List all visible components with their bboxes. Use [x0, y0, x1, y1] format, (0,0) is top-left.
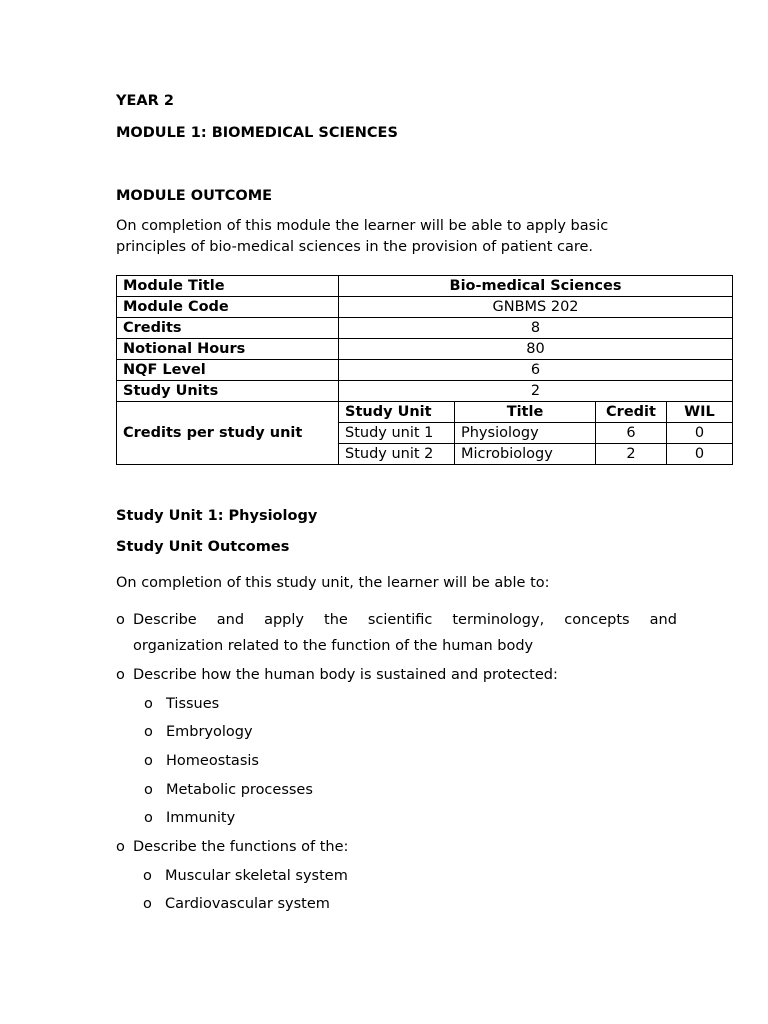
table-row — [117, 318, 733, 339]
table-row — [117, 402, 733, 465]
row-label: NQF Level — [117, 360, 339, 381]
row-label: Notional Hours — [117, 339, 339, 360]
bullet-marker: o — [143, 896, 152, 912]
list-item-continuation: organization related to the function of the human body — [133, 638, 534, 654]
cell-credit: 6 — [596, 423, 667, 444]
credits-per-unit-label: Credits per study unit — [117, 402, 339, 465]
cell-unit: Study unit 2 — [339, 444, 455, 465]
list-item-text: Immunity — [166, 810, 236, 826]
header-study-unit: Study Unit — [339, 402, 455, 423]
bullet-marker: o — [116, 839, 125, 855]
outcome-line-1: On completion of this module the learner will be able to apply basic — [116, 218, 609, 234]
module-table — [116, 275, 733, 465]
word: Describe — [133, 612, 197, 628]
list-item-text: Describe the functions of the: — [133, 839, 349, 855]
study-unit-heading: Study Unit 1: Physiology — [116, 508, 318, 524]
list-item-text: Tissues — [166, 696, 220, 712]
list-item-text: Muscular skeletal system — [165, 868, 348, 884]
row-label: Study Units — [117, 381, 339, 402]
module-heading: MODULE 1: BIOMEDICAL SCIENCES — [116, 125, 398, 141]
word: and — [649, 612, 677, 628]
table-row — [339, 423, 732, 444]
row-label: Credits — [117, 318, 339, 339]
header-title: Title — [455, 402, 596, 423]
table-row — [117, 360, 733, 381]
subtable-header — [339, 402, 732, 423]
bullet-marker: o — [144, 782, 153, 798]
table-row — [117, 339, 733, 360]
bullet-marker: o — [144, 696, 153, 712]
word: the — [324, 612, 348, 628]
row-value: 2 — [339, 381, 733, 402]
bullet-marker: o — [144, 753, 153, 769]
header-wil: WIL — [667, 402, 733, 423]
table-row — [117, 297, 733, 318]
cell-title: Microbiology — [455, 444, 596, 465]
credits-subtable-cell — [339, 402, 733, 465]
bullet-marker: o — [144, 810, 153, 826]
header-credit: Credit — [596, 402, 667, 423]
bullet-marker: o — [144, 724, 153, 740]
word: scientific — [367, 612, 433, 628]
module-outcome-heading: MODULE OUTCOME — [116, 188, 273, 204]
table-row — [117, 276, 733, 297]
word: terminology, — [452, 612, 545, 628]
word: concepts — [564, 612, 630, 628]
row-label: Module Title — [117, 276, 339, 297]
justified-line — [133, 610, 677, 630]
row-value: Bio-medical Sciences — [339, 276, 733, 297]
list-item-text: Cardiovascular system — [165, 896, 330, 912]
study-unit-outcomes-heading: Study Unit Outcomes — [116, 539, 290, 555]
cell-unit: Study unit 1 — [339, 423, 455, 444]
list-item-text: Embryology — [166, 724, 253, 740]
row-value: 6 — [339, 360, 733, 381]
list-item-text: Homeostasis — [166, 753, 259, 769]
bullet-marker: o — [143, 868, 152, 884]
cell-title: Physiology — [455, 423, 596, 444]
word: and — [216, 612, 245, 628]
bullet-marker: o — [116, 612, 125, 628]
row-value: 8 — [339, 318, 733, 339]
table-row — [339, 444, 732, 465]
row-value: GNBMS 202 — [339, 297, 733, 318]
credits-subtable — [339, 402, 732, 464]
outcome-line-2: principles of bio-medical sciences in the provision of patient care. — [116, 239, 594, 255]
list-item-text: Describe how the human body is sustained and protected: — [133, 667, 558, 683]
row-label: Module Code — [117, 297, 339, 318]
list-item-text: Metabolic processes — [166, 782, 313, 798]
study-unit-intro: On completion of this study unit, the learner will be able to: — [116, 575, 550, 591]
word: apply — [264, 612, 304, 628]
row-value: 80 — [339, 339, 733, 360]
cell-wil: 0 — [667, 444, 733, 465]
cell-credit: 2 — [596, 444, 667, 465]
year-heading: YEAR 2 — [116, 93, 174, 109]
cell-wil: 0 — [667, 423, 733, 444]
bullet-marker: o — [116, 667, 125, 683]
table-row — [117, 381, 733, 402]
